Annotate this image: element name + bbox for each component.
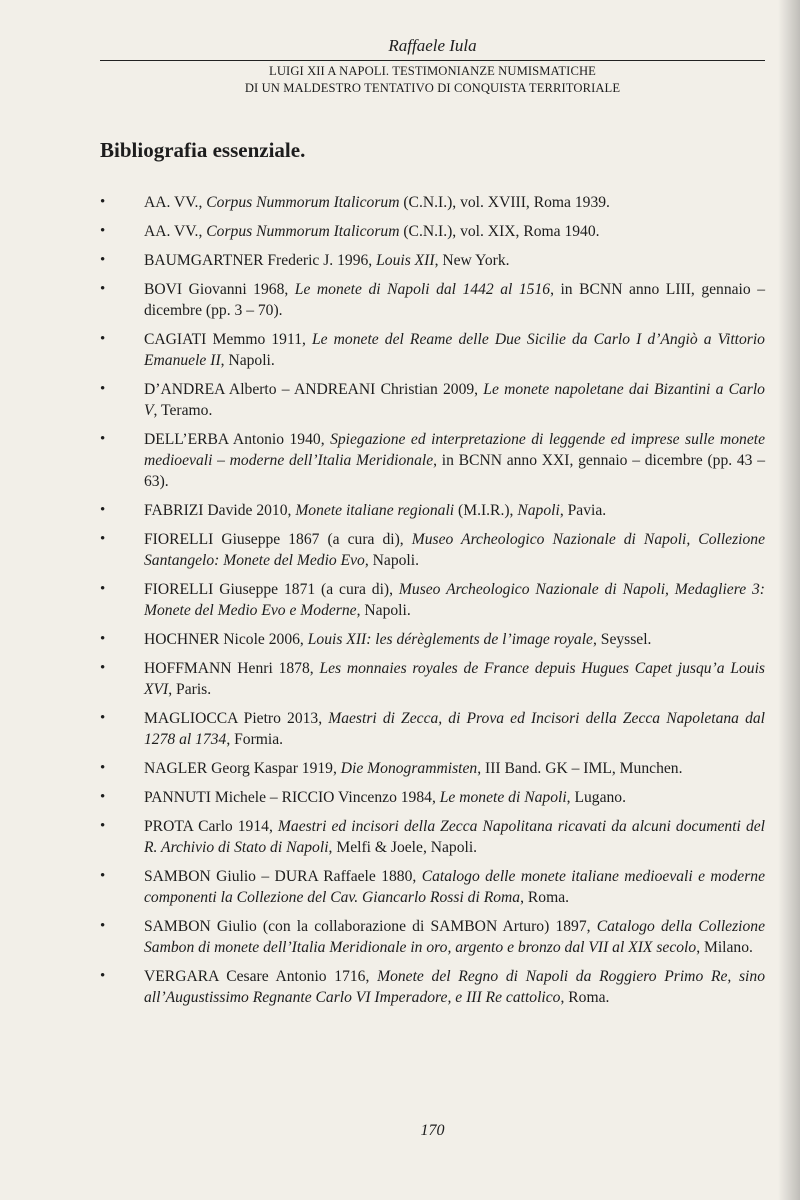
bullet-icon: • xyxy=(100,531,106,547)
running-header-author: Raffaele Iula xyxy=(388,36,477,55)
bullet-icon: • xyxy=(100,968,106,984)
entry-title-italic: Corpus Nummorum Italicorum xyxy=(206,194,400,211)
entry-title-italic: Monete italiane regionali xyxy=(295,502,455,519)
bibliography-entry xyxy=(100,329,765,371)
entry-text: FIORELLI Giuseppe 1867 (a cura di), xyxy=(144,531,412,548)
running-header-title-line-2: DI UN MALDESTRO TENTATIVO DI CONQUISTA TERRITORIALE xyxy=(244,81,621,95)
entry-text: , Formia. xyxy=(226,731,284,748)
running-header-title xyxy=(100,63,765,97)
bullet-icon: • xyxy=(100,868,106,884)
entry-text: PANNUTI Michele – RICCIO Vincenzo 1984, xyxy=(144,789,440,806)
entry-title-italic: Maestri di Zecca, di Prova ed Incisori della Zecca Napoletana dal 1278 al 1734 xyxy=(144,710,765,748)
bibliography-entry xyxy=(100,500,765,521)
bibliography-entry xyxy=(100,966,765,1008)
bullet-icon: • xyxy=(100,223,106,239)
entry-text: (C.N.I.), vol. XVIII, Roma 1939. xyxy=(399,194,610,211)
entry-text: , Napoli. xyxy=(220,352,275,369)
entry-text: D’ANDREA Alberto – ANDREANI Christian 2009, xyxy=(144,381,484,398)
bullet-icon: • xyxy=(100,710,106,726)
entry-text: SAMBON Giulio – DURA Raffaele 1880, xyxy=(144,868,422,885)
entry-title-italic: Die Monogrammisten xyxy=(340,760,478,777)
entry-title-italic: Monete del Regno di Napoli da Roggiero Primo Re, sino all’Augustissimo Regnante Carlo VI Imperadore, e III Re cattolico xyxy=(144,968,765,1006)
bibliography-entry xyxy=(100,916,765,958)
entry-text: , Roma. xyxy=(520,889,570,906)
bullet-icon: • xyxy=(100,331,106,347)
entry-text: , Teramo. xyxy=(153,402,213,419)
entry-text: , Lugano. xyxy=(566,789,626,806)
entry-text: , in BCNN anno LIII, gennaio – dicembre (pp. 3 – 70). xyxy=(144,281,765,319)
bibliography-list xyxy=(100,192,765,1016)
entry-text: , III Band. GK – IML, Munchen. xyxy=(477,760,683,777)
entry-text: (M.I.R.), xyxy=(454,502,518,519)
entry-text: NAGLER Georg Kaspar 1919, xyxy=(144,760,341,777)
entry-text: SAMBON Giulio (con la collaborazione di SAMBON Arturo) 1897, xyxy=(144,918,597,935)
entry-text: (C.N.I.), vol. XIX, Roma 1940. xyxy=(399,223,600,240)
bibliography-entry xyxy=(100,816,765,858)
bibliography-entry xyxy=(100,787,765,808)
bibliography-entry xyxy=(100,629,765,650)
bullet-icon: • xyxy=(100,281,106,297)
entry-text: , Seyssel. xyxy=(592,631,652,648)
entry-text: DELL’ERBA Antonio 1940, xyxy=(144,431,331,448)
bibliography-entry xyxy=(100,279,765,321)
entry-text: , Pavia. xyxy=(559,502,607,519)
entry-title-italic: Louis XII xyxy=(376,252,435,269)
entry-title-italic: Le monete di Napoli dal 1442 al 1516 xyxy=(294,281,551,298)
bibliography-entry xyxy=(100,579,765,621)
entry-text: MAGLIOCCA Pietro 2013, xyxy=(144,710,329,727)
entry-text: , Roma. xyxy=(560,989,610,1006)
entry-text: HOFFMANN Henri 1878, xyxy=(144,660,320,677)
bibliography-entry xyxy=(100,866,765,908)
section-heading: Bibliografia essenziale. xyxy=(100,138,306,162)
bullet-icon: • xyxy=(100,194,106,210)
entry-title-italic: Louis XII: les dérèglements de l’image royale xyxy=(307,631,593,648)
entry-title-italic: Corpus Nummorum Italicorum xyxy=(206,223,400,240)
bullet-icon: • xyxy=(100,431,106,447)
entry-title-italic: Les monnaies royales de France depuis Hugues Capet jusqu’a Louis XVI xyxy=(144,660,765,698)
running-header-title-line-1: LUIGI XII A NAPOLI. TESTIMONIANZE NUMISMATICHE xyxy=(269,64,596,78)
entry-title-italic: Le monete del Reame delle Due Sicilie da Carlo I d’Angiò a Vittorio Emanuele II xyxy=(144,331,765,369)
entry-text: , Milano. xyxy=(696,939,753,956)
bibliography-entry xyxy=(100,221,765,242)
bibliography-entry xyxy=(100,429,765,492)
entry-title-italic: Le monete napoletane dai Bizantini a Carlo V xyxy=(144,381,765,419)
entry-title-italic: Maestri ed incisori della Zecca Napolitana ricavati da alcuni documenti del R. Archivio di Stato di Napoli xyxy=(144,818,765,856)
entry-text: BOVI Giovanni 1968, xyxy=(144,281,295,298)
entry-text: AA. VV., xyxy=(144,223,207,240)
bibliography-entry xyxy=(100,379,765,421)
header-rule xyxy=(100,60,765,61)
entry-title-italic: Catalogo delle monete italiane medioevali e moderne componenti la Collezione del Cav. Giancarlo Rossi di Roma xyxy=(144,868,765,906)
page-number: 170 xyxy=(420,1122,445,1139)
entry-title-italic: Catalogo della Collezione Sambon di monete dell’Italia Meridionale in oro, argento e bronzo dal VII al XIX secolo xyxy=(144,918,765,956)
entry-text: , Paris. xyxy=(168,681,212,698)
entry-text: BAUMGARTNER Frederic J. 1996, xyxy=(144,252,377,269)
entry-text: AA. VV., xyxy=(144,194,207,211)
entry-title-italic: Museo Archeologico Nazionale di Napoli, Medagliere 3: Monete del Medio Evo e Moderne xyxy=(144,581,765,619)
bullet-icon: • xyxy=(100,660,106,676)
bullet-icon: • xyxy=(100,631,106,647)
entry-text: VERGARA Cesare Antonio 1716, xyxy=(144,968,378,985)
bullet-icon: • xyxy=(100,502,106,518)
entry-title-italic: Spiegazione ed interpretazione di leggende ed imprese sulle monete medioevali – moderne dell’Italia Meridionale xyxy=(144,431,765,469)
entry-text: HOCHNER Nicole 2006, xyxy=(144,631,308,648)
bibliography-entry xyxy=(100,529,765,571)
bullet-icon: • xyxy=(100,818,106,834)
entry-text: , in BCNN anno XXI, gennaio – dicembre (pp. 43 – 63). xyxy=(144,452,766,490)
entry-text: CAGIATI Memmo 1911, xyxy=(144,331,312,348)
binding-shadow xyxy=(778,0,800,1200)
entry-text: , Napoli. xyxy=(356,602,411,619)
entry-text: , New York. xyxy=(434,252,510,269)
bullet-icon: • xyxy=(100,789,106,805)
entry-text: , Napoli. xyxy=(364,552,419,569)
bullet-icon: • xyxy=(100,381,106,397)
entry-title-italic: Museo Archeologico Nazionale di Napoli, Collezione Santangelo: Monete del Medio Evo xyxy=(144,531,766,569)
bibliography-entry xyxy=(100,658,765,700)
entry-text: FABRIZI Davide 2010, xyxy=(144,502,296,519)
bullet-icon: • xyxy=(100,760,106,776)
bibliography-entry xyxy=(100,250,765,271)
bibliography-entry xyxy=(100,758,765,779)
bibliography-entry xyxy=(100,192,765,213)
bullet-icon: • xyxy=(100,918,106,934)
bibliography-entry xyxy=(100,708,765,750)
bullet-icon: • xyxy=(100,252,106,268)
bullet-icon: • xyxy=(100,581,106,597)
entry-text: FIORELLI Giuseppe 1871 (a cura di), xyxy=(144,581,399,598)
entry-text: PROTA Carlo 1914, xyxy=(144,818,278,835)
entry-text: , Melfi & Joele, Napoli. xyxy=(328,839,478,856)
entry-title-italic: Le monete di Napoli xyxy=(439,789,567,806)
entry-title-italic: Napoli xyxy=(517,502,560,519)
